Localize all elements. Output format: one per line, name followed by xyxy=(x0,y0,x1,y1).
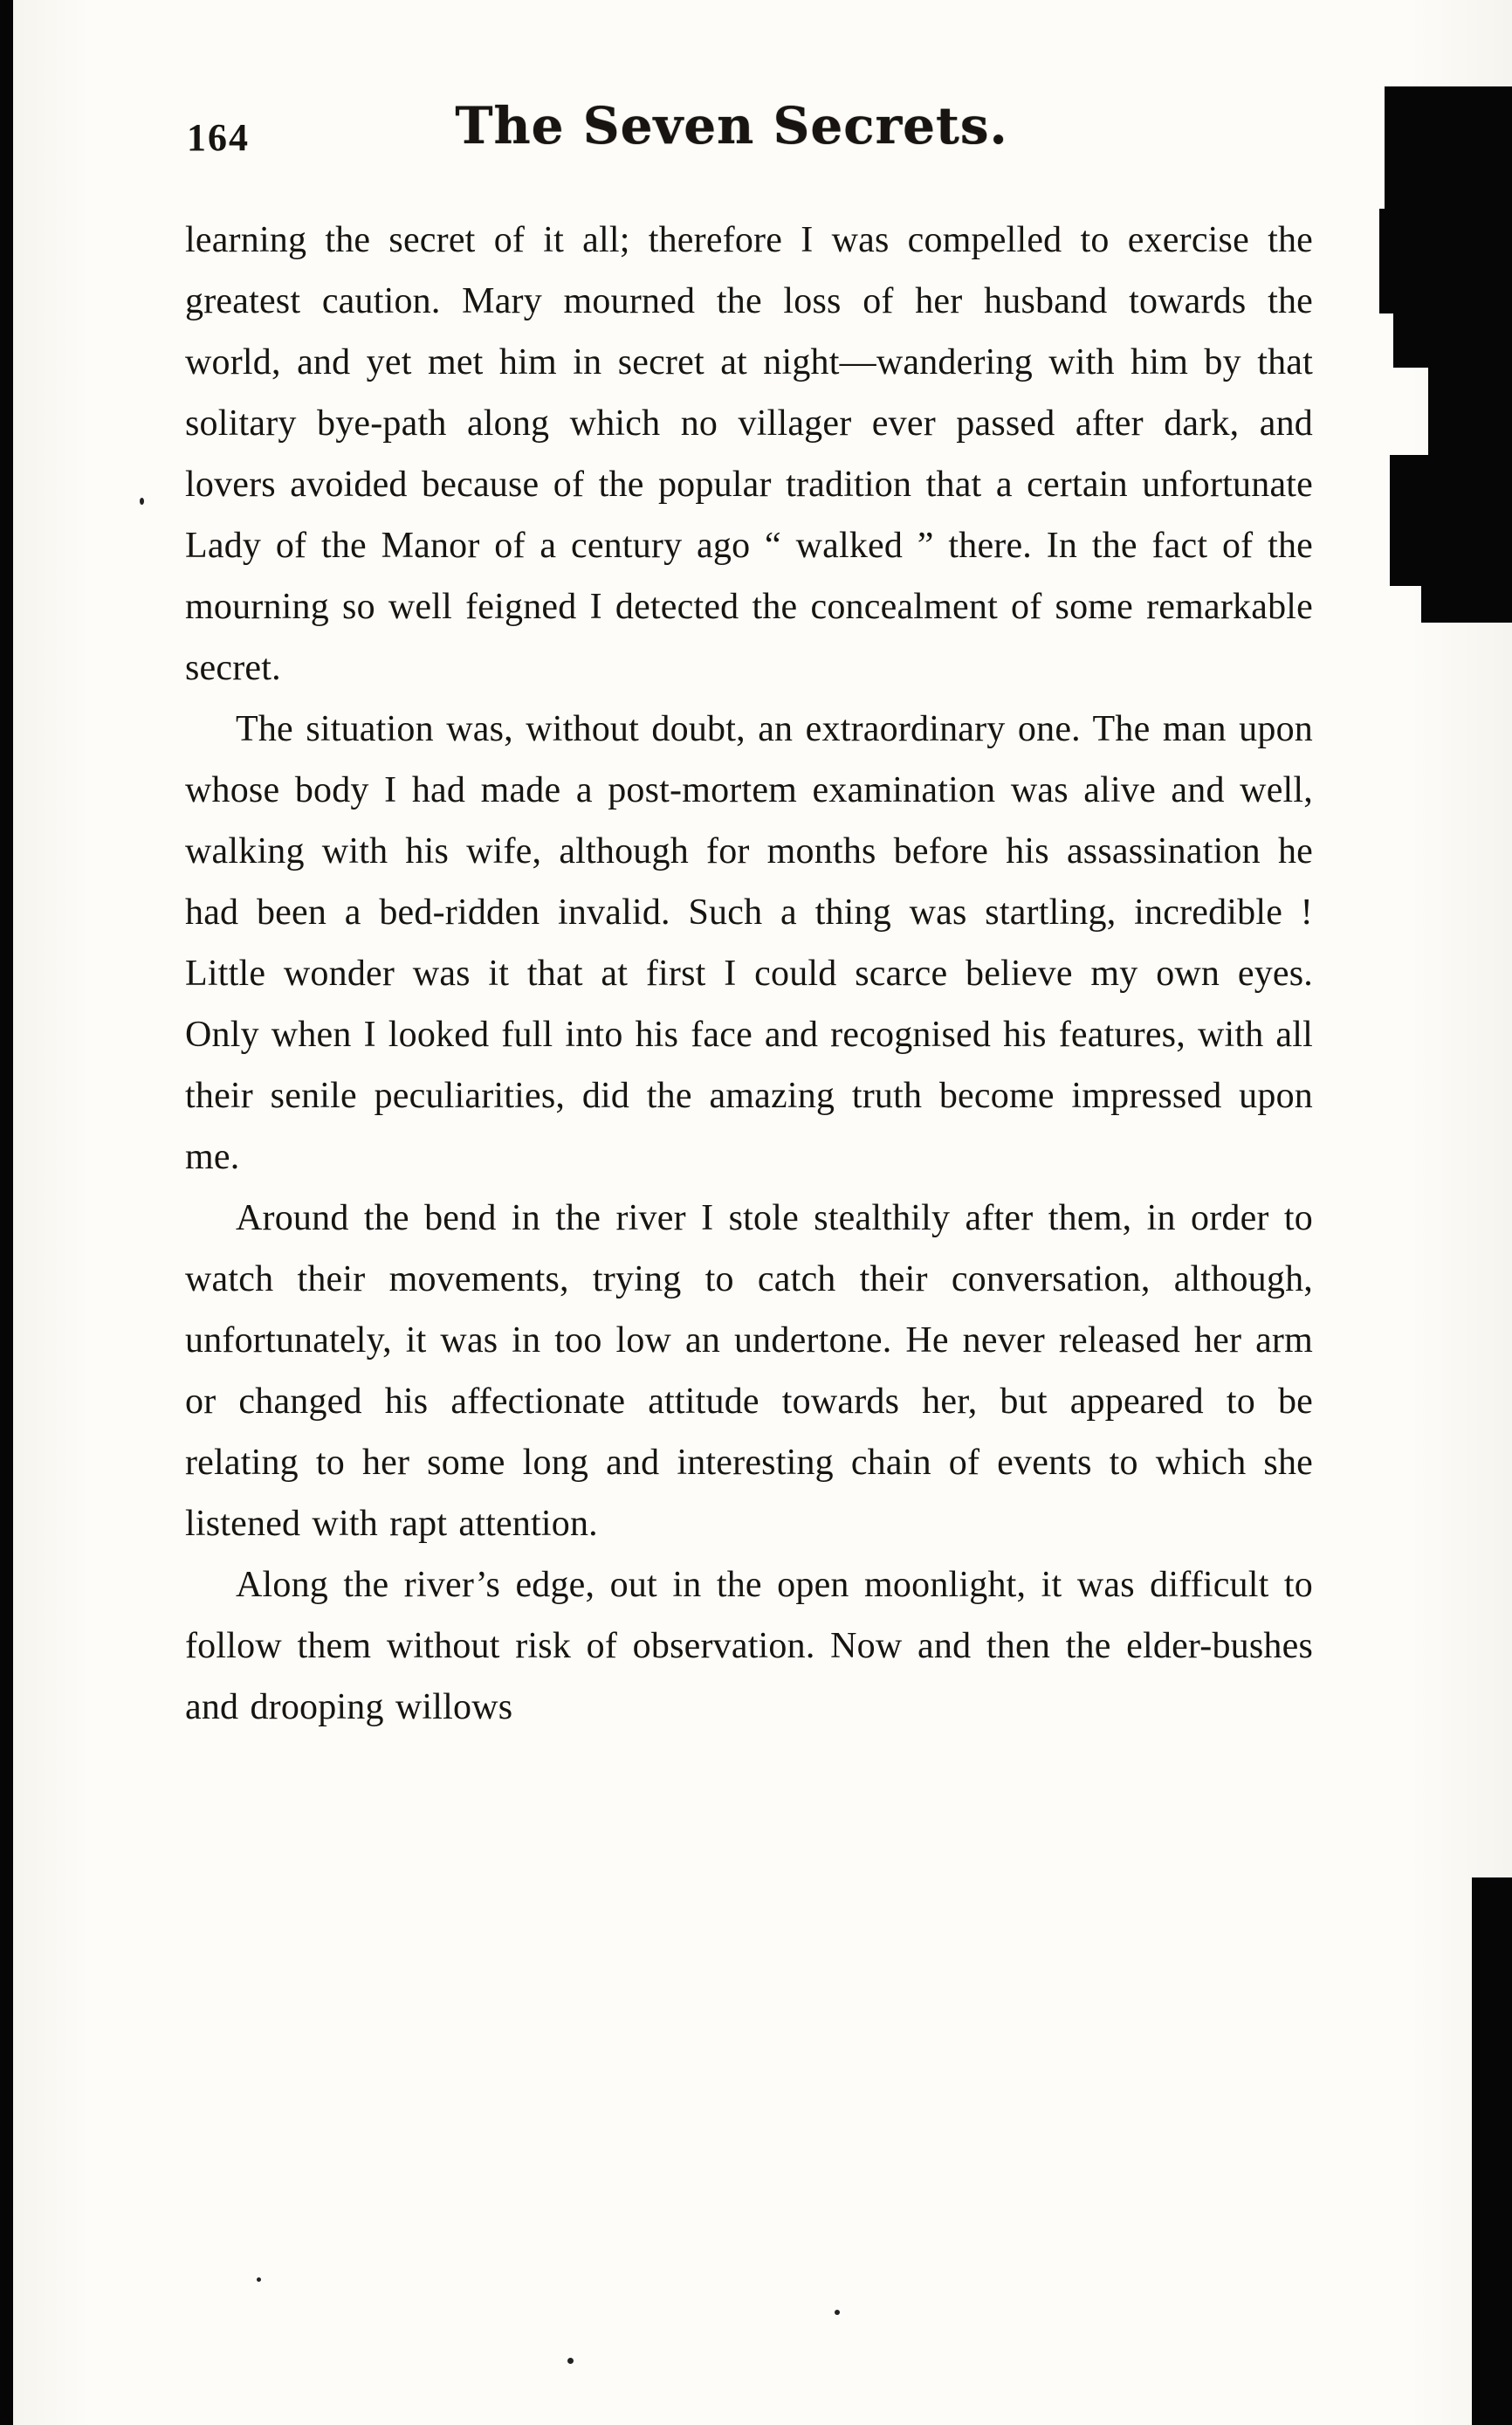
ink-speck xyxy=(567,2358,574,2364)
ink-speck xyxy=(835,2310,840,2315)
page-title: The Seven Secrets. xyxy=(455,96,1008,155)
scan-artifact-top-right xyxy=(1421,586,1512,623)
page-header xyxy=(185,96,1313,180)
scan-artifact-left-edge xyxy=(0,0,13,2425)
scan-artifact-bottom-right xyxy=(1472,1877,1512,2425)
paragraph: Around the bend in the river I stole stealthily after them, in order to watch their movements, trying to catch their conversation, although, unfortunately, it was in too low an undertone. He never released her arm or changed his affectionate attitude towards her, but appeared to be relating to her some long and interesting chain of events to which she listened with rapt attention. xyxy=(185,1198,1313,1544)
paragraph: The situation was, without doubt, an extraordinary one. The man upon whose body I had made a post-mortem examination was alive and well, walking with his wife, although for months before his assassination he had been a bed-ridden invalid. Such a thing was startling, incredible ! Little wonder was it that at first I could scarce believe my own eyes. Only when I looked full into his face and recognised his features, with all their senile peculiarities, did the amazing truth become impressed upon me. xyxy=(185,709,1313,1177)
scan-artifact-top-right xyxy=(1393,313,1512,368)
ink-speck xyxy=(140,498,144,505)
page-number: 164 xyxy=(187,116,250,159)
scan-artifact-top-right xyxy=(1390,455,1512,586)
scan-artifact-top-right xyxy=(1428,368,1512,455)
scan-artifact-top-right xyxy=(1379,209,1512,313)
page-body xyxy=(185,210,1313,1738)
paragraph: learning the secret of it all; therefore I was compelled to exercise the greatest caution. Mary mourned the loss of her husband towards the world, and yet met him in secret at night—wandering with him by that solitary bye-path along which no villager ever passed after dark, and lovers avoided because of the popular tradition that a certain unfortunate Lady of the Manor of a century ago “ walked ” there. In the fact of the mourning so well feigned I detected the concealment of some remarkable secret. xyxy=(185,220,1313,688)
page-content xyxy=(185,96,1313,1738)
scan-artifact-top-right xyxy=(1385,86,1512,209)
paragraph: Along the river’s edge, out in the open moonlight, it was difficult to follow them without risk of observation. Now and then the elder-bushes and drooping willows xyxy=(185,1565,1313,1727)
ink-speck xyxy=(257,2277,261,2282)
